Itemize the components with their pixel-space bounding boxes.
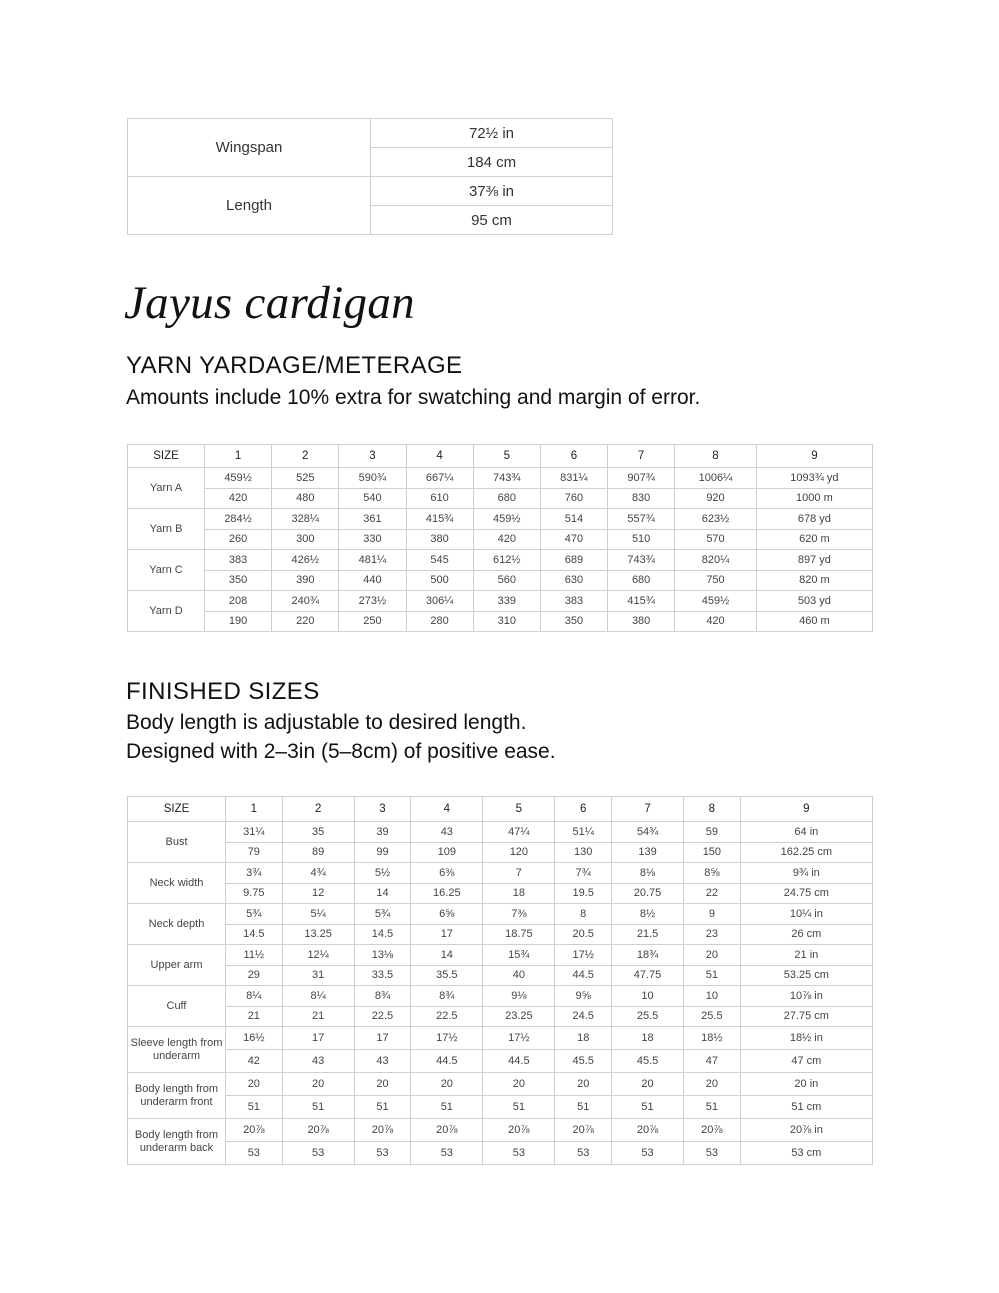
table-cell: 10 [684,986,741,1007]
table-cell: 51 [684,965,741,986]
table-cell: 612½ [473,550,540,571]
table-cell: 53 [226,1142,283,1165]
size-column-header: 3 [339,445,406,468]
table-cell: 17½ [483,1027,555,1050]
table-cell: 20⅞ [684,1119,741,1142]
size-column-header: 8 [684,797,741,822]
table-cell: 12 [282,883,354,904]
table-cell: 47 [684,1050,741,1073]
table-cell: 620 m [756,529,872,550]
finished-note-2: Designed with 2–3in (5–8cm) of positive ease. [126,740,556,763]
table-cell: 897 yd [756,550,872,571]
table-cell: 1006¼ [675,468,757,489]
table-cell: 17 [354,1027,411,1050]
table-row [128,468,873,489]
size-column-header: 2 [272,445,339,468]
table-cell: 7⅜ [483,904,555,925]
table-cell: 830 [608,488,675,509]
table-cell: 40 [483,965,555,986]
table-cell: 8¾ [411,986,483,1007]
table-cell: 8⅝ [684,863,741,884]
table-cell: 184 cm [371,148,613,177]
row-label: Yarn D [128,591,205,632]
table-cell: 39 [354,822,411,843]
table-row [128,863,873,884]
wingspan-table [127,118,613,235]
table-cell: 95 cm [371,206,613,235]
table-cell: 79 [226,842,283,863]
size-column-header: 8 [675,445,757,468]
table-cell: 380 [608,611,675,632]
table-cell: 9 [684,904,741,925]
table-cell: 540 [339,488,406,509]
table-cell: 10 [612,986,684,1007]
table-cell: 20 [411,1073,483,1096]
table-cell: 27.75 cm [740,1006,872,1027]
table-cell: 20 in [740,1073,872,1096]
table-cell: 18½ [684,1027,741,1050]
table-cell: 9.75 [226,883,283,904]
table-cell: 510 [608,529,675,550]
table-cell: 610 [406,488,473,509]
size-header: SIZE [128,797,226,822]
table-cell: 8¾ [354,986,411,1007]
table-cell: 15¾ [483,945,555,966]
table-cell: 820¼ [675,550,757,571]
table-cell: 330 [339,529,406,550]
table-row [128,924,873,945]
table-cell: 300 [272,529,339,550]
table-cell: 480 [272,488,339,509]
table-cell: 907¾ [608,468,675,489]
table-cell: 21 [226,1006,283,1027]
table-cell: 20 [483,1073,555,1096]
table-cell: 51 cm [740,1096,872,1119]
table-cell: 45.5 [555,1050,612,1073]
table-cell: 240¾ [272,591,339,612]
table-cell: 5¾ [354,904,411,925]
table-cell: 831¼ [540,468,607,489]
table-row [128,177,613,206]
size-column-header: 4 [411,797,483,822]
table-row [128,904,873,925]
row-label: Body length from underarm back [128,1119,226,1165]
yardage-heading: YARN YARDAGE/METERAGE [126,352,463,379]
table-cell: 481¼ [339,550,406,571]
table-cell: 20 [684,945,741,966]
table-cell: 20.5 [555,924,612,945]
table-row [128,1006,873,1027]
table-cell: 18 [483,883,555,904]
table-cell: 17½ [411,1027,483,1050]
table-cell: 420 [675,611,757,632]
table-cell: 350 [540,611,607,632]
table-cell: 42 [226,1050,283,1073]
table-cell: 689 [540,550,607,571]
table-cell: 743¾ [608,550,675,571]
table-cell: 20 [612,1073,684,1096]
size-header: SIZE [128,445,205,468]
table-cell: 743¾ [473,468,540,489]
table-cell: 35.5 [411,965,483,986]
table-cell: 250 [339,611,406,632]
table-cell: 20.75 [612,883,684,904]
table-cell: 22.5 [411,1006,483,1027]
size-column-header: 5 [473,445,540,468]
table-cell: 415¾ [608,591,675,612]
table-cell: 20⅞ [612,1119,684,1142]
table-row [128,842,873,863]
yarn-yardage-table [127,444,873,632]
table-cell: 25.5 [612,1006,684,1027]
table-row [128,119,613,148]
table-cell: 20 [684,1073,741,1096]
table-cell: 20⅞ [354,1119,411,1142]
table-cell: 16½ [226,1027,283,1050]
table-cell: 72½ in [371,119,613,148]
table-cell: 545 [406,550,473,571]
row-label: Body length from underarm front [128,1073,226,1119]
table-cell: 20⅞ [226,1119,283,1142]
row-label: Neck width [128,863,226,904]
table-cell: 20⅞ [555,1119,612,1142]
table-cell: 284½ [205,509,272,530]
table-cell: 139 [612,842,684,863]
table-cell: 14 [411,945,483,966]
row-label: Neck depth [128,904,226,945]
table-cell: 51 [612,1096,684,1119]
row-label: Wingspan [128,119,371,177]
header-row [128,797,873,822]
table-cell: 459½ [675,591,757,612]
table-row [128,883,873,904]
table-cell: 51 [411,1096,483,1119]
table-cell: 380 [406,529,473,550]
table-row [128,550,873,571]
size-column-header: 5 [483,797,555,822]
table-cell: 29 [226,965,283,986]
table-cell: 525 [272,468,339,489]
table-cell: 44.5 [483,1050,555,1073]
table-cell: 51 [282,1096,354,1119]
table-cell: 8¼ [226,986,283,1007]
table-cell: 17½ [555,945,612,966]
table-cell: 53 [612,1142,684,1165]
table-cell: 459½ [205,468,272,489]
table-cell: 570 [675,529,757,550]
table-cell: 18¾ [612,945,684,966]
table-cell: 273½ [339,591,406,612]
row-label: Upper arm [128,945,226,986]
table-cell: 21.5 [612,924,684,945]
table-cell: 8½ [612,904,684,925]
table-cell: 53 [483,1142,555,1165]
table-cell: 20 [282,1073,354,1096]
table-cell: 11½ [226,945,283,966]
table-cell: 18 [612,1027,684,1050]
table-cell: 53 [411,1142,483,1165]
table-cell: 44.5 [411,1050,483,1073]
table-row [128,965,873,986]
row-label: Cuff [128,986,226,1027]
table-cell: 383 [205,550,272,571]
table-cell: 590¾ [339,468,406,489]
table-cell: 10⅞ in [740,986,872,1007]
table-cell: 18.75 [483,924,555,945]
table-cell: 51 [684,1096,741,1119]
table-cell: 99 [354,842,411,863]
table-cell: 667¼ [406,468,473,489]
table-cell: 5¼ [282,904,354,925]
table-row [128,1073,873,1096]
table-cell: 557¾ [608,509,675,530]
size-column-header: 9 [740,797,872,822]
table-cell: 47¼ [483,822,555,843]
table-cell: 339 [473,591,540,612]
table-cell: 53 [555,1142,612,1165]
table-cell: 1000 m [756,488,872,509]
table-cell: 17 [411,924,483,945]
table-row [128,1050,873,1073]
table-cell: 760 [540,488,607,509]
table-cell: 51 [354,1096,411,1119]
table-cell: 390 [272,570,339,591]
table-cell: 20⅞ in [740,1119,872,1142]
table-cell: 25.5 [684,1006,741,1027]
table-cell: 10¼ in [740,904,872,925]
pattern-title: Jayus cardigan [124,277,415,329]
table-cell: 162.25 cm [740,842,872,863]
table-cell: 21 in [740,945,872,966]
table-cell: 20 [354,1073,411,1096]
row-label: Yarn B [128,509,205,550]
table-cell: 3¾ [226,863,283,884]
size-column-header: 1 [226,797,283,822]
table-row [128,1096,873,1119]
header-row [128,445,873,468]
table-row [128,611,873,632]
table-cell: 44.5 [555,965,612,986]
row-label: Yarn C [128,550,205,591]
table-cell: 45.5 [612,1050,684,1073]
row-label: Length [128,177,371,235]
table-cell: 9⅝ [555,986,612,1007]
size-column-header: 1 [205,445,272,468]
table-cell: 420 [473,529,540,550]
table-cell: 150 [684,842,741,863]
table-cell: 59 [684,822,741,843]
table-cell: 109 [411,842,483,863]
table-cell: 7¾ [555,863,612,884]
size-column-header: 3 [354,797,411,822]
table-cell: 280 [406,611,473,632]
table-cell: 22 [684,883,741,904]
table-cell: 1093¾ yd [756,468,872,489]
table-row [128,945,873,966]
table-row [128,591,873,612]
size-column-header: 6 [555,797,612,822]
table-cell: 24.5 [555,1006,612,1027]
table-cell: 20 [226,1073,283,1096]
table-cell: 53 [354,1142,411,1165]
table-row [128,1119,873,1142]
table-cell: 21 [282,1006,354,1027]
table-cell: 310 [473,611,540,632]
size-column-header: 7 [612,797,684,822]
table-cell: 680 [608,570,675,591]
table-cell: 23.25 [483,1006,555,1027]
table-cell: 33.5 [354,965,411,986]
table-cell: 53 cm [740,1142,872,1165]
table-cell: 8 [555,904,612,925]
table-cell: 361 [339,509,406,530]
table-cell: 14 [354,883,411,904]
table-cell: 440 [339,570,406,591]
table-cell: 514 [540,509,607,530]
table-cell: 13.25 [282,924,354,945]
yardage-note: Amounts include 10% extra for swatching and margin of error. [126,386,701,409]
table-cell: 750 [675,570,757,591]
table-cell: 328¼ [272,509,339,530]
table-row [128,822,873,843]
table-cell: 190 [205,611,272,632]
table-cell: 415¾ [406,509,473,530]
table-cell: 623½ [675,509,757,530]
table-cell: 503 yd [756,591,872,612]
table-cell: 47.75 [612,965,684,986]
table-cell: 35 [282,822,354,843]
table-cell: 20⅞ [411,1119,483,1142]
table-cell: 51¼ [555,822,612,843]
table-cell: 64 in [740,822,872,843]
table-cell: 24.75 cm [740,883,872,904]
finished-sizes-heading: FINISHED SIZES [126,678,320,705]
row-label: Bust [128,822,226,863]
table-cell: 19.5 [555,883,612,904]
table-row [128,570,873,591]
table-cell: 920 [675,488,757,509]
finished-sizes-table [127,796,873,1165]
table-cell: 47 cm [740,1050,872,1073]
table-cell: 43 [282,1050,354,1073]
size-column-header: 7 [608,445,675,468]
table-cell: 23 [684,924,741,945]
table-cell: 120 [483,842,555,863]
table-cell: 9⅛ [483,986,555,1007]
table-cell: 459½ [473,509,540,530]
table-cell: 5¾ [226,904,283,925]
table-cell: 560 [473,570,540,591]
size-column-header: 2 [282,797,354,822]
table-cell: 31 [282,965,354,986]
table-cell: 4¾ [282,863,354,884]
table-cell: 630 [540,570,607,591]
table-cell: 22.5 [354,1006,411,1027]
table-cell: 500 [406,570,473,591]
table-cell: 12¼ [282,945,354,966]
table-cell: 43 [354,1050,411,1073]
table-row [128,509,873,530]
table-row [128,1027,873,1050]
table-cell: 20⅞ [483,1119,555,1142]
table-row [128,1142,873,1165]
table-cell: 9¾ in [740,863,872,884]
table-row [128,986,873,1007]
table-cell: 16.25 [411,883,483,904]
row-label: Sleeve length from underarm [128,1027,226,1073]
table-cell: 18 [555,1027,612,1050]
row-label: Yarn A [128,468,205,509]
table-cell: 17 [282,1027,354,1050]
table-cell: 220 [272,611,339,632]
table-cell: 680 [473,488,540,509]
table-cell: 260 [205,529,272,550]
table-cell: 5½ [354,863,411,884]
table-cell: 678 yd [756,509,872,530]
table-cell: 31¼ [226,822,283,843]
table-cell: 51 [555,1096,612,1119]
table-cell: 18½ in [740,1027,872,1050]
table-cell: 53 [684,1142,741,1165]
table-cell: 383 [540,591,607,612]
table-cell: 820 m [756,570,872,591]
table-cell: 26 cm [740,924,872,945]
table-cell: 8¼ [282,986,354,1007]
table-cell: 20⅞ [282,1119,354,1142]
table-cell: 53 [282,1142,354,1165]
table-cell: 7 [483,863,555,884]
table-cell: 53.25 cm [740,965,872,986]
table-cell: 14.5 [354,924,411,945]
table-cell: 43 [411,822,483,843]
size-column-header: 6 [540,445,607,468]
table-cell: 420 [205,488,272,509]
table-cell: 350 [205,570,272,591]
table-cell: 208 [205,591,272,612]
table-cell: 14.5 [226,924,283,945]
table-cell: 130 [555,842,612,863]
table-cell: 426½ [272,550,339,571]
table-cell: 13⅛ [354,945,411,966]
table-cell: 470 [540,529,607,550]
table-cell: 8⅛ [612,863,684,884]
table-cell: 6⅜ [411,863,483,884]
table-row [128,529,873,550]
table-cell: 6⅝ [411,904,483,925]
finished-note-1: Body length is adjustable to desired length. [126,711,527,734]
table-cell: 51 [483,1096,555,1119]
table-row [128,488,873,509]
size-column-header: 4 [406,445,473,468]
table-cell: 51 [226,1096,283,1119]
table-cell: 54¾ [612,822,684,843]
table-cell: 89 [282,842,354,863]
table-cell: 37⅜ in [371,177,613,206]
table-cell: 306¼ [406,591,473,612]
table-cell: 460 m [756,611,872,632]
table-cell: 20 [555,1073,612,1096]
size-column-header: 9 [756,445,872,468]
